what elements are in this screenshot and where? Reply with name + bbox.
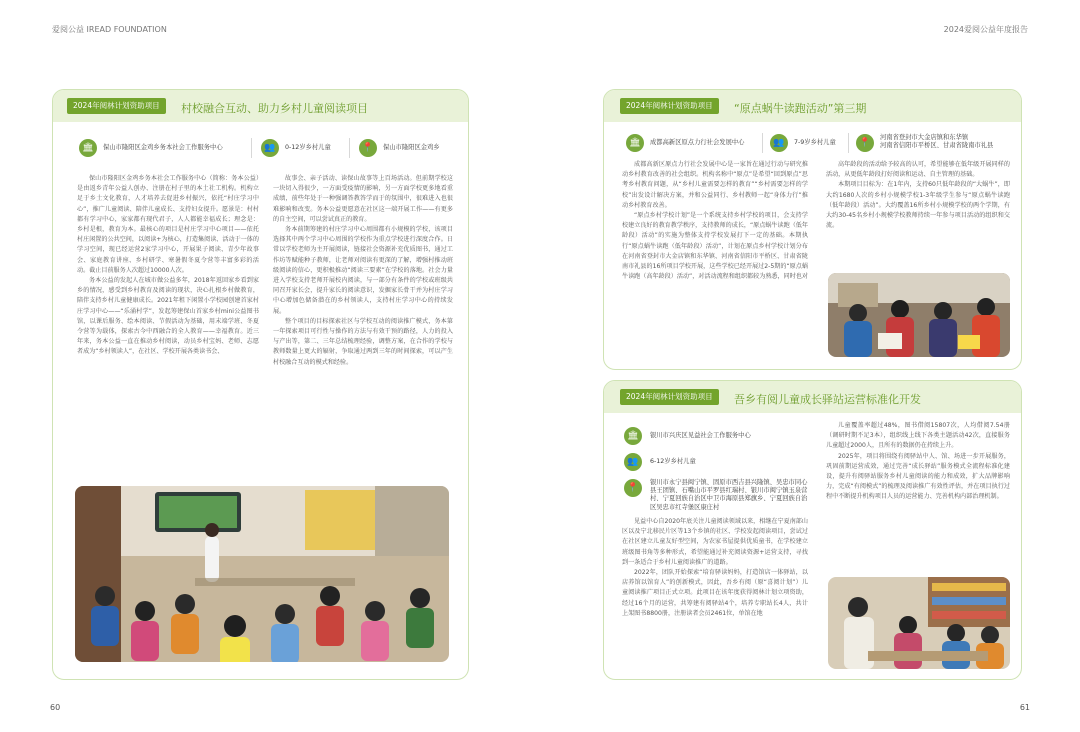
- divider: [762, 133, 763, 153]
- people-icon: 👥: [261, 139, 279, 157]
- text-column-2: [826, 421, 1010, 573]
- classroom-photo: [75, 486, 449, 662]
- paragraph: 2022年，团队开始探索“培育驿读妈妈，打造馆店一体驿站，以店养馆以馆育人”的创新模式，因此，吾乡有阅（原“喜阅计划”）儿童阅读推广项目正式立项。此项目在该年度获得阅林计划立项资助，经过16个月的运营，共筹建有阅驿站4个，培养专职站长4人，共计上架图书8800册，注册读者会员2461位，单馆在地: [622, 569, 808, 617]
- people-icon: 👥: [624, 453, 642, 471]
- kids-reading-photo: [828, 273, 1010, 357]
- paragraph: 高年龄段的活动给予较高的认可，希望能够在低年级开展同样的活动，从更低年龄段打好阅读和运动、自主管理的基础。: [826, 161, 1010, 179]
- page-number-right: 61: [1019, 703, 1030, 712]
- project-tag: 2024年阅林计划资助项目: [620, 98, 719, 114]
- org-name: 保山市隆阳区金鸡乡务本社会工作服务中心: [103, 144, 223, 151]
- divider: [251, 138, 252, 158]
- location-icon: 📍: [856, 134, 874, 152]
- people-icon: 👥: [770, 134, 788, 152]
- project-card-village-school: [52, 89, 469, 680]
- project-card-reading-station: [603, 380, 1022, 680]
- text-column-1: [77, 174, 259, 477]
- paragraph: “原点乡村学校计划”是一个系统支持乡村学校的项目，会支持学校建立良好的教育教学秩序，支持教师的成长，“原点蜗牛读跑（低年龄段）活动”的实施为整体支持学校发展打下一定的基础。本期执行“原点蜗牛读跑（低年龄段）活动”，计划在原点乡村学校计划分布在河南省登封市大金店镇和东华镇、河南省信阳市平桥区、甘肃省陇南市礼县的16所项目学校开展，这些学校已经开展过2-5期的“原点蜗牛读跑（高年龄段）活动”，对活动流程和组织都较为熟悉，同时也对: [622, 212, 808, 281]
- building-icon: 🏛: [626, 134, 644, 152]
- text-column-2: [273, 174, 453, 477]
- org-name: 银川市兴庆区见益社会工作服务中心: [650, 432, 751, 439]
- paragraph: 见益中心自2020年底关注儿童阅读领域以来，相继在宁夏南部山区以及宁北移民片区等13个乡镇的社区、学校发起阅读项目，尝试过在社区建立儿童友好型空间，为农家书屋提供优质童书，在学校建立班级图书角等多种形式，希望能通过补充阅读资源+运营支持，寻找到一条适合于乡村儿童阅读推广的道路。: [622, 518, 808, 566]
- text-column-1: [622, 160, 808, 364]
- text-column-1: [622, 517, 808, 675]
- target-group: 6-12岁乡村儿童: [650, 458, 696, 465]
- building-icon: 🏛: [624, 427, 642, 445]
- project-card-snail-reading: [603, 89, 1022, 370]
- page-number-left: 60: [50, 703, 61, 712]
- location-line: 河南省登封市大金店镇和东华镇: [880, 134, 969, 141]
- header-left: 爱阅公益 IREAD FOUNDATION: [52, 25, 167, 34]
- project-tag: 2024年阅林计划资助项目: [67, 98, 166, 114]
- divider: [349, 138, 350, 158]
- divider: [848, 133, 849, 153]
- header-right: 2024爱阅公益年度报告: [943, 25, 1028, 34]
- location-text: 银川市永宁县闽宁镇、固原市西吉县兴隆镇、吴忠市同心县王团镇、石嘴山市平罗县红瑞村、银川市闽宁镇玉泉营村、宁夏回族自治区中卫市海原县郑旗乡、宁夏回族自治区吴忠市红寺堡区康庄村: [650, 479, 808, 511]
- location-icon: 📍: [624, 479, 642, 497]
- project-title: “原点蜗牛读跑活动”第三期: [734, 102, 867, 115]
- target-group: 0-12岁乡村儿童: [285, 144, 331, 151]
- project-title: 吾乡有阅儿童成长驿站运营标准化开发: [734, 393, 921, 406]
- location-icon: 📍: [359, 139, 377, 157]
- library-illustration: [828, 577, 1010, 669]
- paragraph: 成都高新区原点力行社会发展中心是一家旨在通过行动与研究推动乡村教育改善的社会组织。机构名称中“原点”是希望“回到原点”思考乡村教育问题，从“乡村儿童需要怎样的教育”“乡村需要怎样的学校”出发设计解决方案，并和公益同行、乡村教师一起“身体力行”推动乡村教育改善。: [622, 161, 808, 209]
- location-text: 保山市隆阳区金鸡乡: [383, 144, 440, 151]
- location-text: [880, 134, 1020, 150]
- building-icon: 🏛: [79, 139, 97, 157]
- text-column-2: [826, 160, 1010, 270]
- paragraph: 整个项目的目标探索社区与学校互动的阅读推广模式，务本第一年探索项目可行性与操作的方法与有效干预的路径，人力的投入与产出等，第二、三年总结梳理经验，调整方案，在合作的学校与教师数量上更大的辐射，争取通过两到三年的时间探索，可以产生村校融合互动的模式和经验。: [273, 317, 453, 366]
- paragraph: 本期项目目标为：在1年内，支持60只低年龄段的“大蜗牛”，即大约1680人次的乡村小规模学校1-3年级学生参与“原点蜗牛读跑（低年龄段）活动”。大约覆盖16所乡村小规模学校的两个学期，有大约30-45名乡村小规模学校教师持续一年参与项目活动的组织和交流。: [826, 181, 1010, 230]
- paragraph: 务本公益的发起人在城市做公益多年，2018年返回家乡看到家乡的情况，感受到乡村教育及阅读的现状，决心扎根乡村做教育，陪伴支持乡村儿童健康成长。2021年租下闲置小学校园创建首家村庄学习中心——“乐涌村学”，发起筹建保山首家乡村mini公益图书馆，以课后服务、绘本阅读、节假活动为基础，用末端学班、冬夏令营等为载体，探索古今中西融合的全人教育——幸福教育。近三年来，务本公益一直在推动乡村阅读，动员乡村宝妈、老师、志愿者成为“乡村领读人”，在社区、学校开展各类读书会、: [77, 277, 259, 356]
- org-name: 成都高新区原点力行社会发展中心: [650, 139, 745, 146]
- paragraph: 2025年，项目将围绕有阅驿站中人、馆、场进一步开展服务，巩固前期运营成效，通过完善“成长驿站”服务模式全流程标准化建设，提升有阅驿站服务乡村儿童阅读的能力和成效，扩大品牌影响力，完成“有阅模式”的梳理及阅读推广有效性评估，并在项目执行过程中不断提升机构项目人员的运营能力、完善机构内部治理机制。: [826, 452, 1010, 501]
- library-photo: [828, 577, 1010, 669]
- kids-reading-illustration: [828, 273, 1010, 357]
- classroom-illustration: [75, 486, 449, 662]
- paragraph: 儿童覆盖率超过48%，图书借阅15807次，人均借阅7.54册（调研时期不足3本），组织线上线下各类主题活动42次，直接服务儿童超过2000人，且所有的数据仍在持续上升。: [826, 422, 1010, 450]
- location-line: 河南省信阳市平桥区、甘肃省陇南市礼县: [880, 142, 994, 150]
- project-title: 村校融合互动、助力乡村儿童阅读项目: [181, 102, 368, 115]
- paragraph: 保山市隆阳区金鸡乡务本社会工作服务中心（简称：务本公益）是由返乡青年公益人创办、注册在村子里的本土社工机构。机构立足于乡土文化教育，人才培养去促进乡村振兴，依托“村庄学习中心”，推广儿童阅读、陪伴儿童成长、支持妇女提升。愿景是：村村都有学习中心，家家都有现代君子，人人都能幸福成长；理念是：乡村是根，教育为本。最核心的项目是村庄学习中心项目——依托村庄闲置的公共空间，以阅读+为核心，打造集阅读、活动于一体的学习空间，现已经运营2家学习中心，开展果子阅读、青少年故事会、家庭教育讲座、乡村研学、寒暑假冬夏令营等丰富多彩的活动。截止目前服务人次超过10000人次。: [77, 175, 259, 274]
- paragraph: 故事会、亲子活动、读保山故事等上百场活动。但前期学校这一块切入得很少，一方面受疫情的影响，另一方面学校更多地看重成绩，前些年处于一种强调答教答学而于的氛围中，很难进入也很难影响和改变。务本公益更愿意在社区这一端开展工作——有更多的自主空间，可以尝试真正的教育。: [273, 175, 453, 223]
- target-group: 7-9岁乡村儿童: [794, 139, 836, 146]
- project-tag: 2024年阅林计划资助项目: [620, 389, 719, 405]
- paragraph: 务本前期筹建的村庄学习中心周围都有小规模的学校，该项目选择其中两个学习中心周围的学校作为重点学校进行深度合作。日常以学校老师为主开展阅读，链接社会资源补充优质图书，通过工作坊等赋能种子教师，让老师对阅读有更深的了解，增强村推动班级阅读的信心，更积极推动“阅读三要素”在学校的落地。社会力量进入学校支持老师开展校内阅读，与一部分有条件的学校或班级共同召开家长会，提升家长的阅读意识，发掘家长骨干并为村庄学习中心增加色储备潜在的乡村领读人，支持村庄学习中心的持续发展。: [273, 226, 453, 315]
